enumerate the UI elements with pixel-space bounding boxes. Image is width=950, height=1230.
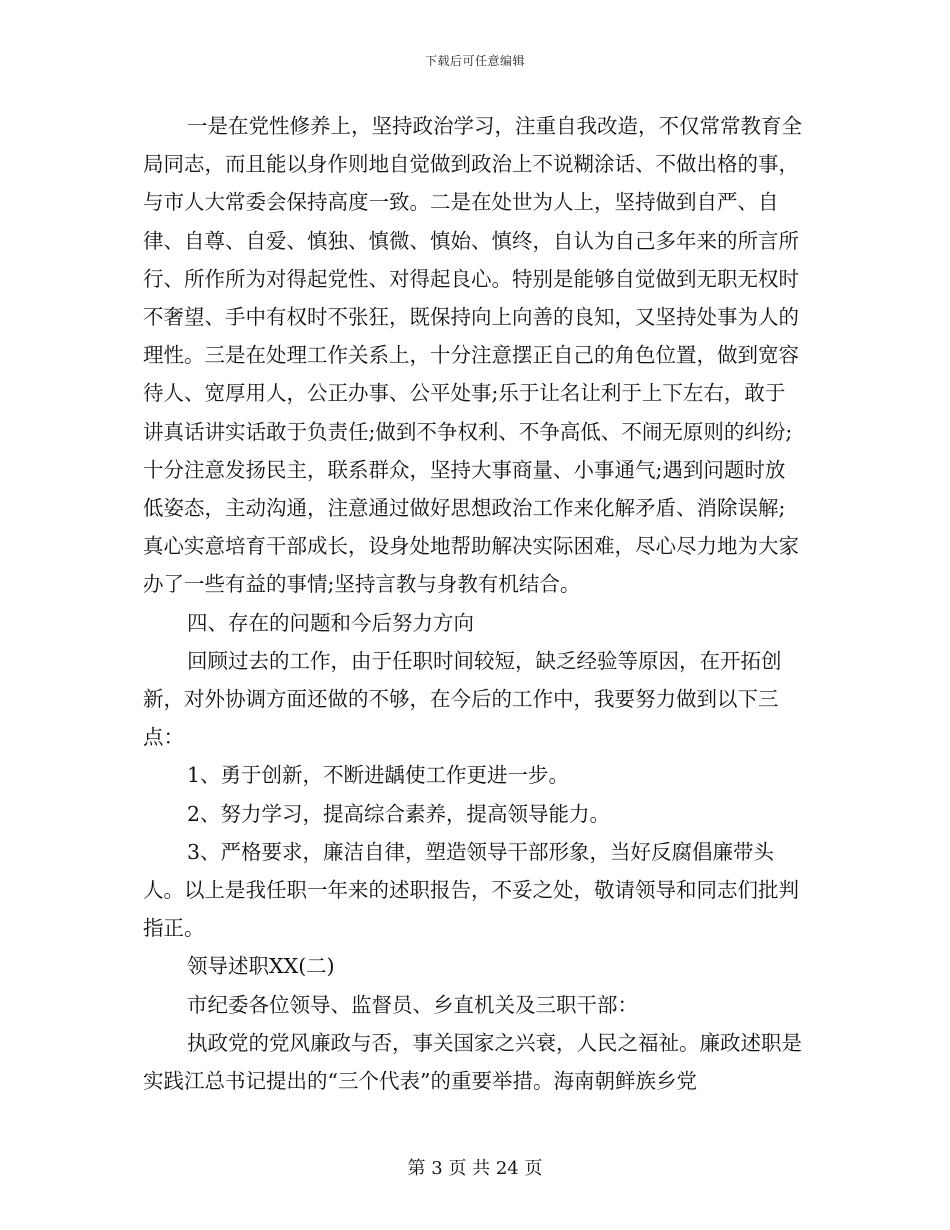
page-header: 下载后可任意编辑 — [424, 54, 525, 68]
document-body — [143, 107, 805, 1100]
paragraph: 执政党的党风廉政与否，事关国家之兴衰，人民之福祉。廉政述职是实践江总书记提出的“三个代表”的重要举措。海南朝鲜族乡党 — [143, 1030, 802, 1094]
paragraph: 一是在党性修养上，坚持政治学习，注重自我改造，不仅常常教育全局同志，而且能以身作则地自觉做到政治上不说糊涂话、不做出格的事，与市人大常委会保持高度一致。二是在处世为人上，坚持做到自严、自律、自尊、自爱、慎独、慎微、慎始、慎终，自认为自己多年来的所言所行、所作所为对得起党性、对得起良心。特别是能够自觉做到无职无权时不奢望、手中有权时不张狂，既保持向上向善的良知，又坚持处事为人的理性。三是在处理工作关系上，十分注意摆正自己的角色位置，做到宽容待人、宽厚用人，公正办事、公平处事;乐于让名让利于上下左右，敢于讲真话讲实话敢于负责任;做到不争权利、不争高低、不闹无原则的纠纷;十分注意发扬民主，联系群众，坚持大事商量、小事通气;遇到问题时放低姿态，主动沟通，注意通过做好思想政治工作来化解矛盾、消除误解;真心实意培育干部成长，设身处地帮助解决实际困难，尽心尽力地为大家办了一些有益的事情;坚持言教与身教有机结合。 — [143, 114, 802, 597]
list-item: 3、严格要求，廉洁自律，塑造领导干部形象，当好反腐倡廉带头人。以上是我任职一年来的述职报告，不妥之处，敬请领导和同志们批判指正。 — [143, 839, 799, 941]
section-title: 领导述职XX(二) — [187, 954, 335, 979]
salutation: 市纪委各位领导、监督员、乡直机关及三职干部： — [187, 992, 638, 1017]
section-heading: 四、存在的问题和今后努力方向 — [187, 610, 474, 635]
list-item: 2、努力学习，提高综合素养，提高领导能力。 — [187, 801, 611, 826]
page-number: 第 3 页 共 24 页 — [407, 1158, 543, 1179]
list-item: 1、勇于创新，不断进龋使工作更进一步。 — [187, 763, 570, 788]
paragraph: 回顾过去的工作，由于任职时间较短，缺乏经验等原因，在开拓创新，对外协调方面还做的不够，在今后的工作中，我要努力做到以下三点： — [143, 648, 782, 750]
